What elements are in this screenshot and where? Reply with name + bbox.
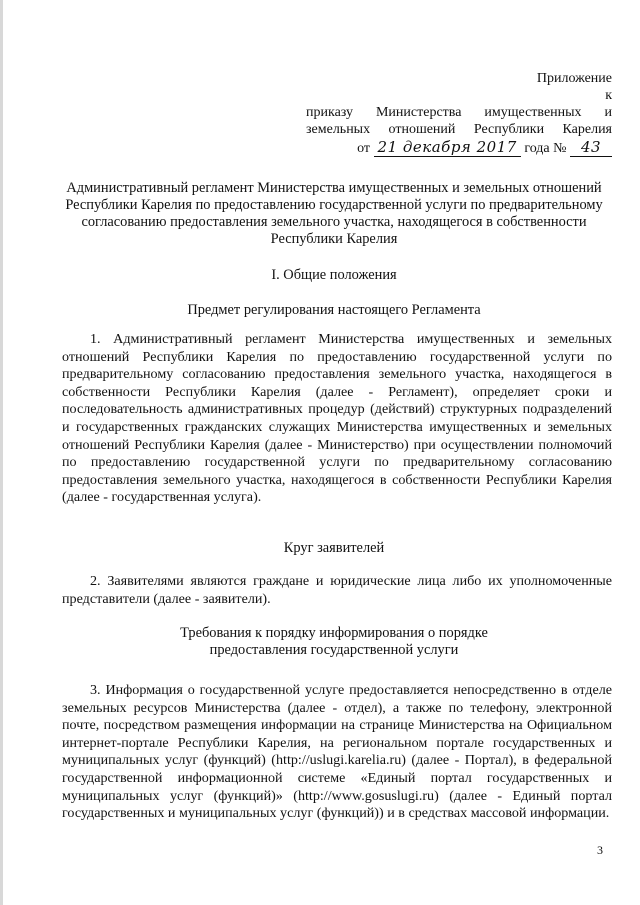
paragraph-2: 2. Заявителями являются граждане и юридические лица либо их уполномоченные представители (далее - заявители).: [62, 573, 612, 607]
paragraph-1: 1. Административный регламент Министерства имущественных и земельных отношений Республики Карелия по предоставлению государственной услуги по предварительному согласованию предоставления земельного участка, находящегося в собственности Республики Карелия (далее - Регламент), определяет сроки и последовательность административных процедур (действий) структурных подразделений и государственных гражданских служащих Министерства имущественных и земельных отношений Республики Карелия (далее - Министерство) при осуществлении полномочий по предоставлению государственной услуги по предварительному согласованию предоставления земельного участка, находящегося в собственности Республики Карелия (далее - государственная услуга).: [62, 331, 612, 506]
appendix-k: к: [605, 88, 612, 103]
appendix-line-2: земельных отношений Республики Карелия: [306, 122, 612, 137]
year-suffix: года №: [524, 141, 567, 156]
handwritten-date: 21 декабря 2017: [374, 139, 521, 157]
page-number: 3: [597, 843, 603, 857]
section-heading-general: I. Общие положения: [271, 267, 397, 283]
appendix-block: [306, 70, 612, 157]
requirements-heading-line-1: Требования к порядку информирования о порядке: [180, 625, 488, 641]
scan-edge: [0, 0, 3, 905]
document-title: Административный регламент Министерства имущественных и земельных отношений Республики Карелия по предоставлению государственной услуги по предварительному согласованию предоставления земельного участка, находящегося в собственности Республики Карелия: [65, 180, 603, 247]
requirements-heading-line-2: предоставления государственной услуги: [209, 642, 459, 658]
appendix-line-1: приказу Министерства имущественных и: [306, 105, 612, 120]
appendix-date-line: [306, 139, 612, 157]
appendix-label: Приложение: [536, 71, 612, 86]
paragraph-3: 3. Информация о государственной услуге предоставляется непосредственно в отделе земельных ресурсов Министерства (далее - отдел), а также по телефону, электронной почте, посредством размещения информации на странице Министерства на Официальном интернет-портале Республики Карелия, на региональном портале государственных и муниципальных услуг (функций) (http://uslugi.karelia.ru) (далее - Портал), в федеральной государственной информационной системе «Единый портал государственных и муниципальных услуг (функций)» (http://www.gosuslugi.ru) (далее - Единый портал государственных и муниципальных услуг (функций)) и в средствах массовой информации.: [62, 682, 612, 822]
requirements-heading: [56, 625, 612, 659]
handwritten-number: 43: [570, 139, 612, 157]
applicants-heading: Круг заявителей: [283, 540, 385, 556]
subject-heading: Предмет регулирования настоящего Регламента: [187, 302, 481, 318]
date-prefix: от: [357, 141, 371, 156]
